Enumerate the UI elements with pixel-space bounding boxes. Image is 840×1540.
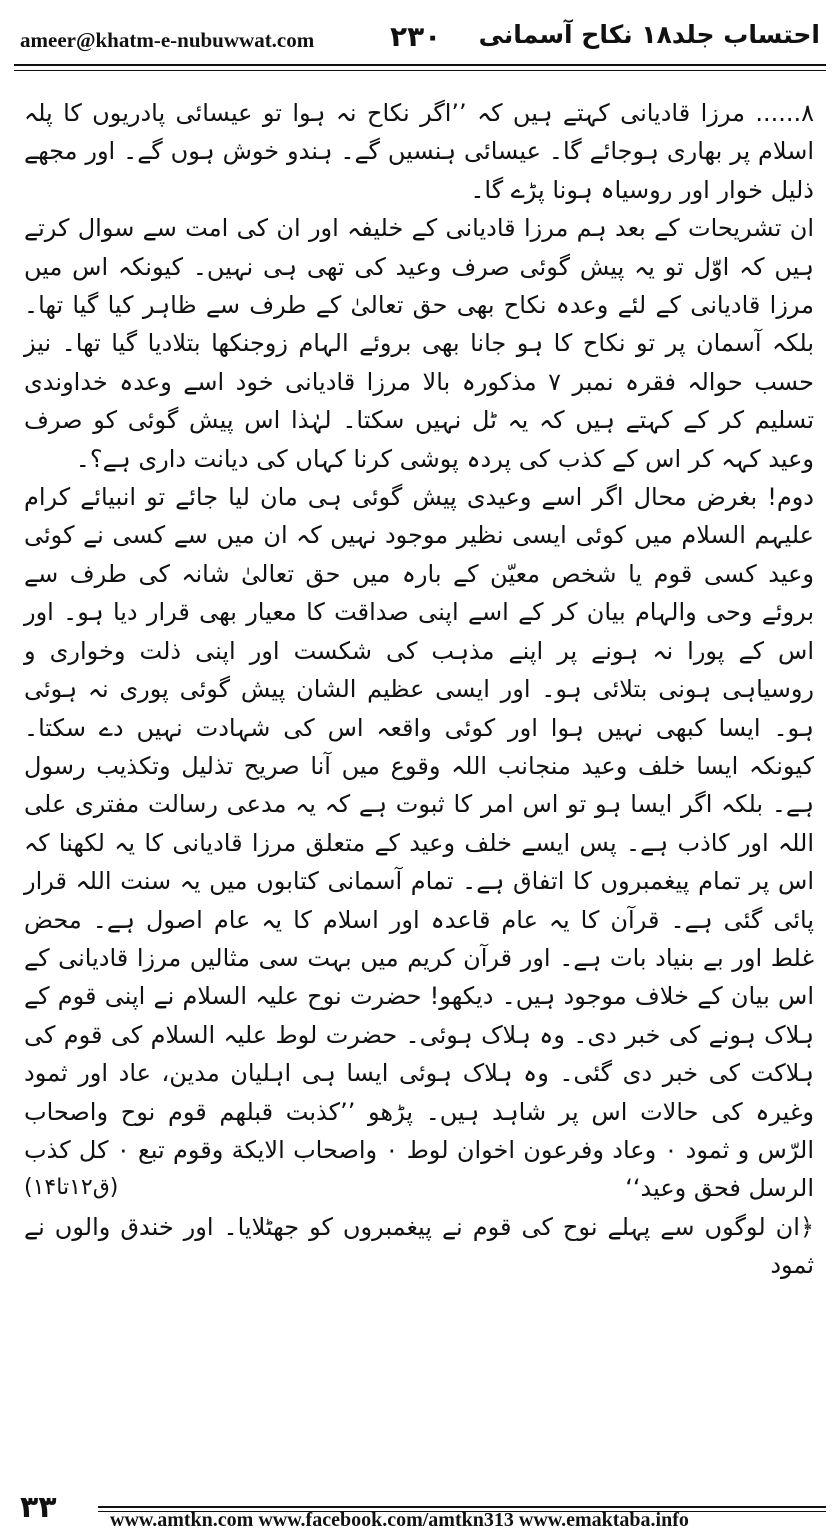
quote-block xyxy=(24,478,814,1208)
paragraph-point-8: ۸...... مرزا قادیانی کہتے ہیں کہ ’’اگر نکاح نہ ہوا تو عیسائی پادریوں کا پلہ اسلام پر بھاری ہوجائے گا۔ عیسائی ہنسیں گے۔ ہندو خوش ہوں گے۔ اور مجھے ذلیل خوار اور روسیاہ ہونا پڑے گا۔ xyxy=(24,99,814,204)
header-email: ameer@khatm-e-nubuwwat.com xyxy=(20,28,315,52)
header-rule-thin xyxy=(14,70,826,71)
verse-reference: (ق۱۲تا۱۴) xyxy=(24,1175,119,1201)
footer-rule xyxy=(98,1506,826,1508)
paragraph-first-argument: ان تشریحات کے بعد ہم مرزا قادیانی کے خلیفہ اور ان کی امت سے سوال کرتے ہیں کہ اوّل تو یہ پیش گوئی صرف وعید کی تھی ہی نہیں۔ کیونکہ اس میں مرزا قادیانی کے لئے وعدہ نکاح بھی حق تعالیٰ کے طرف سے ظاہر کیا گیا تھا۔ بلکہ آسمان پر تو نکاح کا ہو جانا بھی بروئے الہام زوجنکھا بتلادیا گیا تھا۔ نیز حسب حوالہ فقرہ نمبر ۷ مذکورہ بالا مرزا قادیانی خود اسے وعدہ خداوندی تسلیم کر کے کہتے ہیں کہ یہ ٹل نہیں سکتا۔ لہٰذا اس پیش گوئی کو صرف وعید کہہ کر اس کے کذب کی پردہ پوشی کرنا کہاں کی دیانت داری ہے؟۔ xyxy=(24,214,814,473)
header-page-number: ۲۳۰ xyxy=(390,20,442,53)
header-rule xyxy=(14,64,826,66)
page-footer xyxy=(14,1488,826,1534)
translation-line: ﴿ان لوگوں سے پہلے نوح کی قوم نے پیغمبروں کو جھٹلایا۔ اور خندق والوں نے ثمود xyxy=(24,1212,814,1280)
footer-urls: www.amtkn.com www.facebook.com/amtkn313 www.emaktaba.info xyxy=(110,1509,689,1531)
header-book-title: احتساب جلد۱۸ نکاح آسمانی xyxy=(478,20,820,49)
footer-page-number: ۳۳ xyxy=(20,1490,57,1525)
page-body xyxy=(24,94,814,1285)
paragraph-second-argument: دوم! بغرض محال اگر اسے وعیدی پیش گوئی ہی مان لیا جائے تو انبیائے کرام علیہم السلام میں کوئی ایسی نظیر موجود نہیں کہ ان میں سے کسی نے کوئی وعید کسی قوم یا شخص معیّن کے بارہ میں حق تعالیٰ شانہ کی طرف سے بروئے وحی والہام بیان کر کے اسے اپنی صداقت کا معیار بھی قرار دیا ہو۔ اور اس کے پورا نہ ہونے پر اپنے مذہب کی شکست اور اپنی ذلت وخواری و روسیاہی ہونی بتلائی ہو۔ اور ایسی عظیم الشان پیش گوئی پوری نہ ہوئی ہو۔ ایسا کبھی نہیں ہوا اور کوئی واقعہ اس کی شہادت نہیں دے سکتا۔ کیونکہ ایسا خلف وعید منجانب اللہ وقوع میں آنا صریح تذلیل وتکذیب رسول ہے۔ بلکہ اگر ایسا ہو تو اس امر کا ثبوت ہے کہ یہ مدعی رسالت مفتری علی اللہ اور کاذب ہے۔ پس ایسے خلف وعید کے متعلق مرزا قادیانی کا یہ لکھنا کہ اس پر تمام پیغمبروں کا اتفاق ہے۔ تمام آسمانی کتابوں میں یہ سنت اللہ قرار پائی گئی ہے۔ قرآن کا یہ عام قاعدہ اور اسلام کا یہ عام اصول ہے۔ محض غلط اور بے بنیاد بات ہے۔ اور قرآن کریم میں بہت سی مثالیں مرزا قادیانی کے اس بیان کے خلاف موجود ہیں۔ دیکھو! حضرت نوح علیہ السلام نے اپنی قوم کے ہلاک ہونے کی خبر دی۔ وہ ہلاک ہوئی۔ حضرت لوط علیہ السلام کی قوم کی ہلاکت کی خبر دی گئی۔ وہ ہلاک ہوئی ایسا ہی اہلیان مدین، عاد اور ثمود وغیرہ کی حالات اس پر شاہد ہیں۔ پڑھو ’’کذبت قبلهم قوم نوح واصحاب الرّس و ثمود ۰ وعاد وفرعون اخوان لوط ۰ واصحاب الایکة وقوم تبع ۰ کل کذب الرسل فحق وعید‘‘ xyxy=(24,483,815,1203)
page-header xyxy=(14,8,826,58)
